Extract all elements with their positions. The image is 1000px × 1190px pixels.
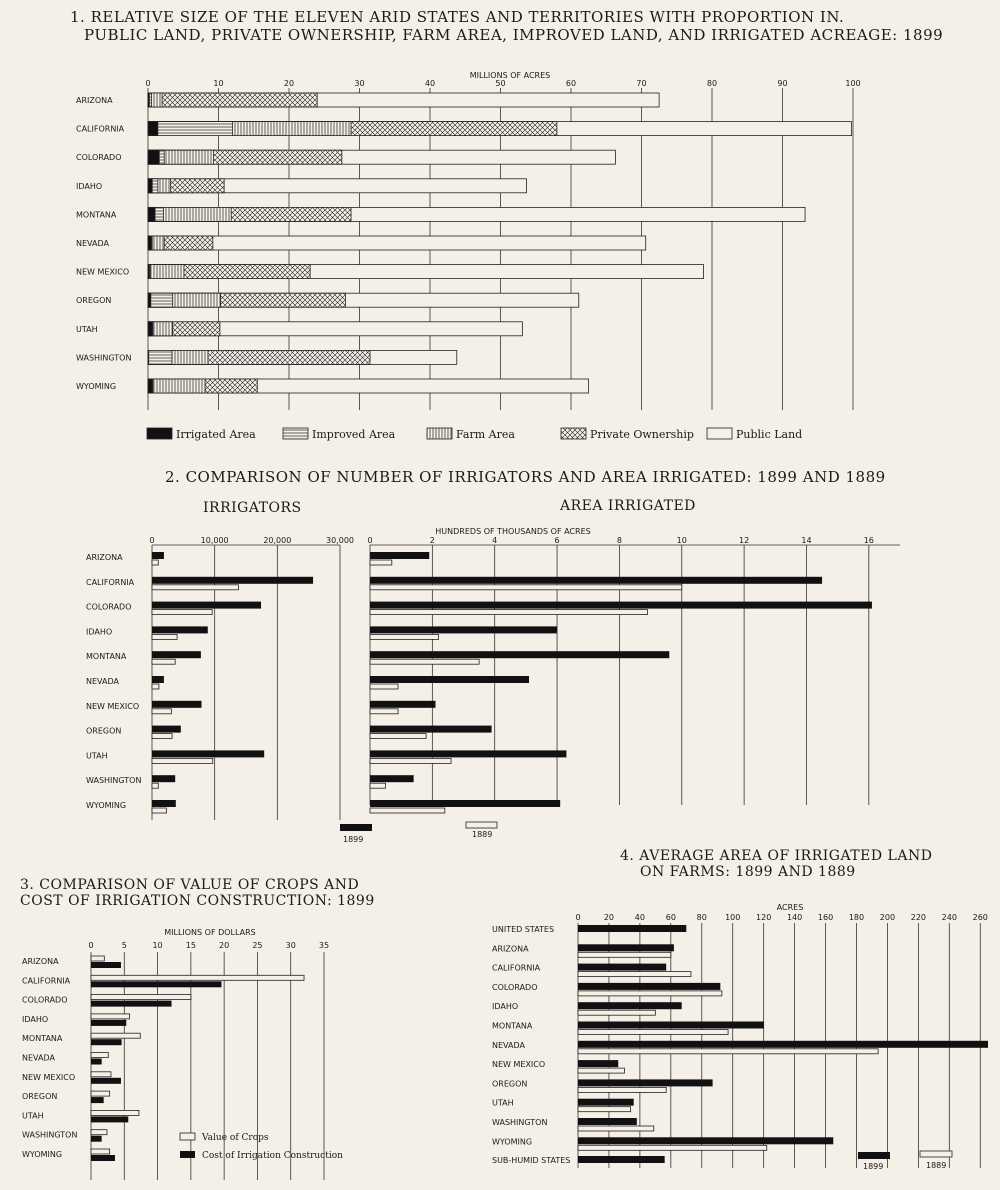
chart2-area-irrigated-tick-label-6: 6 — [554, 536, 560, 545]
chart2-irrigators-bar-1899-montana — [152, 651, 201, 658]
chart3-bar-cost-of-irrigation-california — [91, 981, 221, 987]
chart3-legend-swatch-cost-of-irrigation — [180, 1151, 195, 1158]
chart1-title-line1: 1. RELATIVE SIZE OF THE ELEVEN ARID STATES AND TERRITORIES WITH PROPORTION IN. — [70, 8, 845, 26]
chart3-bar-cost-of-irrigation-wyoming — [91, 1155, 115, 1161]
chart4-bar-1899-montana — [578, 1022, 764, 1029]
chart2-category-label-nevada: NEVADA — [86, 677, 119, 686]
chart2-area-irrigated-bar-1889-nevada — [370, 684, 398, 689]
chart4-tick-label-20: 20 — [603, 913, 615, 922]
chart4-tick-label-80: 80 — [696, 913, 707, 922]
chart2-area-irrigated-bar-1899-montana — [370, 651, 669, 658]
chart2-irrigators-bar-1889-new-mexico — [152, 709, 171, 714]
chart1-bar-public-land-nevada — [148, 236, 646, 250]
chart2-area-irrigated-bar-1889-utah — [370, 758, 451, 763]
chart2-irrigators-bar-1889-nevada — [152, 684, 159, 689]
chart1-tick-label-60: 60 — [565, 79, 577, 88]
chart2-category-label-arizona: ARIZONA — [86, 553, 123, 562]
chart4-bar-1899-colorado — [578, 983, 720, 990]
chart1-category-label-california: CALIFORNIA — [76, 124, 125, 134]
chart1-category-label-oregon: OREGON — [76, 296, 112, 306]
chart1-category-label-utah: UTAH — [76, 324, 98, 334]
chart4-bar-1899-new-mexico — [578, 1060, 618, 1067]
chart1-bar-irrigated-area-arizona — [148, 93, 149, 107]
chart4-tick-label-100: 100 — [725, 913, 741, 922]
chart2-irrigators-bar-1889-idaho — [152, 634, 177, 639]
chart3-title-line1: 3. COMPARISON OF VALUE OF CROPS AND — [20, 877, 360, 893]
chart4-x-axis-label: ACRES — [776, 903, 804, 912]
chart2-area-irrigated-bar-1899-oregon — [370, 726, 492, 733]
chart2-legend-swatch-1889 — [466, 822, 497, 828]
chart2-irrigators-bar-1899-wyoming — [152, 800, 176, 807]
chart1-legend-swatch-private-ownership — [561, 428, 586, 439]
chart2-area-irrigated-bar-1899-new-mexico — [370, 701, 435, 708]
chart2-area-irrigated-bar-1889-california — [370, 585, 682, 590]
chart2-area-irrigated-bar-1899-california — [370, 577, 822, 584]
chart3-bar-value-of-crops-new-mexico — [91, 1072, 111, 1077]
chart3-bar-cost-of-irrigation-nevada — [91, 1059, 102, 1065]
chart3-category-label-oregon: OREGON — [22, 1092, 58, 1102]
chart2-area-irrigated-bar-1889-arizona — [370, 560, 392, 565]
chart1-tick-label-10: 10 — [213, 79, 224, 88]
chart1-tick-label-40: 40 — [424, 79, 436, 88]
chart4-tick-label-220: 220 — [910, 913, 927, 922]
chart1-category-label-montana: MONTANA — [76, 210, 117, 220]
chart1-category-label-washington: WASHINGTON — [76, 353, 132, 363]
chart3-bar-cost-of-irrigation-utah — [91, 1116, 128, 1122]
chart2-category-label-utah: UTAH — [86, 751, 108, 761]
chart3-tick-label-10: 10 — [152, 941, 163, 950]
chart1-x-axis-label: MILLIONS OF ACRES — [469, 71, 551, 80]
chart1-bar-irrigated-area-utah — [148, 322, 152, 336]
chart2-irrigators-bar-1889-montana — [152, 659, 175, 664]
chart2-legend-swatch-1899 — [340, 824, 372, 831]
chart2-irrigators-bar-1899-colorado — [152, 602, 261, 609]
chart1-bar-irrigated-area-idaho — [148, 179, 152, 193]
chart1-bar-improved-area-oregon — [148, 293, 173, 307]
chart1-legend-swatch-irrigated-area — [147, 428, 172, 439]
chart4-bar-1899-california — [578, 964, 666, 971]
chart2-irrigators-tick-label-20-000: 20,000 — [263, 536, 292, 545]
chart2-area-irrigated-bar-1899-utah — [370, 750, 566, 757]
chart3-tick-label-5: 5 — [121, 941, 127, 950]
chart1-bar-irrigated-area-nevada — [148, 236, 152, 250]
chart1-bar-private-ownership-arizona — [148, 93, 317, 107]
chart1-tick-label-50: 50 — [495, 79, 506, 88]
chart4-category-label-california: CALIFORNIA — [492, 963, 541, 973]
chart1-bar-improved-area-california — [148, 122, 233, 136]
chart3-x-axis-label: MILLIONS OF DOLLARS — [164, 928, 256, 937]
chart1-bar-irrigated-area-new-mexico — [148, 265, 149, 279]
chart1-bar-irrigated-area-montana — [148, 207, 155, 221]
chart2-area-irrigated-tick-label-0: 0 — [367, 536, 373, 545]
chart2-area-irrigated-tick-label-4: 4 — [492, 536, 498, 545]
chart2-area-irrigated-bar-1899-colorado — [370, 602, 872, 609]
chart3-category-label-new-mexico: NEW MEXICO — [22, 1072, 76, 1082]
chart4-category-label-colorado: COLORADO — [492, 982, 538, 992]
chart3-bar-value-of-crops-wyoming — [91, 1149, 110, 1154]
chart2-irrigators-bar-1889-california — [152, 585, 238, 590]
chart2-area-irrigated-tick-label-2: 2 — [429, 536, 435, 545]
chart2-area-x-axis-label: HUNDREDS OF THOUSANDS OF ACRES — [435, 527, 591, 536]
chart2-category-label-montana: MONTANA — [86, 652, 127, 662]
chart4-category-label-nevada: NEVADA — [492, 1040, 525, 1050]
chart4-category-label-new-mexico: NEW MEXICO — [492, 1060, 546, 1070]
chart4-bar-1899-oregon — [578, 1079, 713, 1086]
chart2-area-irrigated-bar-1889-washington — [370, 783, 386, 788]
chart1-legend-label-private-ownership: Private Ownership — [590, 428, 694, 441]
chart2-category-label-oregon: OREGON — [86, 726, 122, 736]
chart4-bar-1889-utah — [578, 1107, 631, 1112]
chart2-irrigators-bar-1889-colorado — [152, 610, 212, 615]
chart2-area-irrigated-tick-label-14: 14 — [801, 536, 812, 545]
chart2-category-label-california: CALIFORNIA — [86, 577, 135, 587]
chart4-legend-label-1889: 1889 — [926, 1161, 947, 1170]
chart4-category-label-washington: WASHINGTON — [492, 1118, 548, 1127]
chart4-bar-1899-washington — [578, 1118, 637, 1125]
chart2-irrigators-bar-1899-oregon — [152, 726, 181, 733]
chart2-area-irrigated-bar-1899-idaho — [370, 626, 557, 633]
chart3-bar-value-of-crops-colorado — [91, 995, 191, 1000]
chart2-area-irrigated-bar-1889-oregon — [370, 734, 426, 739]
chart3-legend-label-value-of-crops: Value of Crops — [202, 1133, 269, 1143]
chart4-legend-swatch-1899 — [858, 1152, 890, 1159]
chart2-category-label-wyoming: WYOMING — [86, 801, 127, 810]
chart4-bar-1889-arizona — [578, 952, 671, 957]
chart4-tick-label-260: 260 — [972, 913, 988, 922]
chart1-category-label-colorado: COLORADO — [76, 153, 122, 163]
chart2-area-irrigated-bar-1899-arizona — [370, 552, 429, 559]
chart4-bar-1889-washington — [578, 1126, 654, 1131]
chart2-category-label-washington: WASHINGTON — [86, 776, 142, 786]
chart1-bar-farm-area-new-mexico — [148, 265, 184, 279]
chart1-legend-label-irrigated-area: Irrigated Area — [176, 428, 256, 441]
chart4-category-label-united-states: UNITED STATES — [492, 925, 555, 934]
chart1-tick-label-0: 0 — [145, 79, 151, 88]
chart3-bar-cost-of-irrigation-montana — [91, 1039, 122, 1045]
chart4-plot — [492, 903, 988, 1171]
chart1-tick-label-80: 80 — [706, 79, 718, 88]
chart4-category-label-arizona: ARIZONA — [492, 944, 529, 954]
chart3-bar-cost-of-irrigation-colorado — [91, 1001, 172, 1007]
chart2-irrigators-bar-1899-california — [152, 577, 313, 584]
chart3-bar-cost-of-irrigation-new-mexico — [91, 1078, 121, 1084]
chart3-title-line2: COST OF IRRIGATION CONSTRUCTION: 1899 — [20, 893, 375, 909]
chart3-tick-label-30: 30 — [285, 941, 296, 950]
chart1-plot — [76, 71, 861, 441]
chart1-legend-label-improved-area: Improved Area — [312, 428, 396, 441]
chart1-legend-swatch-improved-area — [283, 428, 308, 439]
chart3-tick-label-15: 15 — [185, 941, 196, 950]
chart4-category-label-oregon: OREGON — [492, 1079, 528, 1089]
chart3-bar-value-of-crops-nevada — [91, 1053, 108, 1058]
chart2-category-label-new-mexico: NEW MEXICO — [86, 701, 140, 711]
chart2-irrigators-bar-1899-arizona — [152, 552, 164, 559]
chart3-bar-cost-of-irrigation-arizona — [91, 962, 121, 968]
chart3-bar-value-of-crops-oregon — [91, 1091, 110, 1096]
chart1-legend-swatch-public-land — [707, 428, 732, 439]
chart1-category-label-wyoming: WYOMING — [76, 382, 117, 391]
chart2-irrigators-bar-1899-washington — [152, 775, 175, 782]
chart4-legend-label-1899: 1899 — [863, 1162, 884, 1171]
chart3-category-label-utah: UTAH — [22, 1111, 44, 1121]
chart1-bar-irrigated-area-washington — [148, 350, 149, 364]
chart1-tick-label-100: 100 — [845, 79, 861, 88]
chart2-irrigators-bar-1899-nevada — [152, 676, 164, 683]
chart3-bar-value-of-crops-utah — [91, 1110, 139, 1115]
chart1-tick-label-70: 70 — [636, 79, 647, 88]
chart4-tick-label-40: 40 — [634, 913, 645, 922]
chart2-panel-heading-area-irrigated: AREA IRRIGATED — [560, 498, 696, 514]
chart2-legend-label-1889: 1889 — [472, 830, 493, 839]
chart3-category-label-idaho: IDAHO — [22, 1014, 49, 1024]
chart4-bar-1889-colorado — [578, 991, 722, 996]
chart1-bar-irrigated-area-wyoming — [148, 379, 152, 393]
chart3-category-label-wyoming: WYOMING — [22, 1150, 63, 1159]
chart3-category-label-nevada: NEVADA — [22, 1053, 55, 1063]
chart4-bar-1899-wyoming — [578, 1137, 833, 1144]
chart1-tick-label-90: 90 — [777, 79, 788, 88]
chart3-category-label-arizona: ARIZONA — [22, 957, 59, 966]
chart2-irrigators-bar-1899-new-mexico — [152, 701, 202, 708]
chart4-bar-1889-wyoming — [578, 1145, 767, 1150]
chart1-title-line2: PUBLIC LAND, PRIVATE OWNERSHIP, FARM AREA, IMPROVED LAND, AND IRRIGATED ACREAGE: 1899 — [84, 26, 944, 44]
chart4-category-label-utah: UTAH — [492, 1098, 514, 1108]
chart4-bar-1889-montana — [578, 1030, 728, 1035]
chart4-tick-label-0: 0 — [575, 913, 581, 922]
chart4-tick-label-200: 200 — [879, 913, 896, 922]
chart1-category-label-new-mexico: NEW MEXICO — [76, 267, 130, 277]
chart3-tick-label-35: 35 — [318, 941, 330, 950]
chart3-bar-value-of-crops-arizona — [91, 956, 104, 961]
chart1-legend-label-public-land: Public Land — [736, 428, 803, 441]
chart3-bar-cost-of-irrigation-washington — [91, 1136, 102, 1142]
chart2-area-irrigated-bar-1889-new-mexico — [370, 709, 398, 714]
chart4-bar-1899-nevada — [578, 1041, 988, 1048]
chart2-irrigators-tick-label-30-000: 30,000 — [326, 536, 354, 545]
chart2-area-irrigated-tick-label-12: 12 — [739, 536, 750, 545]
chart2-panel-heading-irrigators: IRRIGATORS — [203, 500, 302, 516]
chart2-plot — [86, 498, 900, 844]
chart1-bar-irrigated-area-oregon — [148, 293, 151, 307]
chart3-bar-cost-of-irrigation-idaho — [91, 1020, 126, 1026]
chart4-tick-label-240: 240 — [941, 913, 957, 922]
chart2-irrigators-tick-label-10-000: 10,000 — [200, 536, 229, 545]
chart2-irrigators-bar-1889-utah — [152, 758, 213, 763]
chart4-tick-label-160: 160 — [817, 913, 834, 922]
chart2-area-irrigated-bar-1889-idaho — [370, 634, 439, 639]
chart1-category-label-idaho: IDAHO — [76, 181, 103, 191]
chart2-irrigators-bar-1889-arizona — [152, 560, 158, 565]
chart4-bar-1889-new-mexico — [578, 1068, 624, 1073]
chart2-area-irrigated-tick-label-8: 8 — [616, 536, 622, 545]
chart3-legend-swatch-value-of-crops — [180, 1133, 195, 1140]
chart1-bar-irrigated-area-california — [148, 122, 158, 136]
chart3-tick-label-20: 20 — [219, 941, 230, 950]
chart4-bar-1899-idaho — [578, 1002, 682, 1009]
chart2-category-label-colorado: COLORADO — [86, 602, 132, 612]
chart1-category-label-nevada: NEVADA — [76, 239, 109, 248]
chart4-legend-swatch-1889 — [920, 1151, 952, 1157]
chart4-bar-1889-nevada — [578, 1049, 878, 1054]
chart4-bar-1899-arizona — [578, 944, 674, 951]
chart2-area-irrigated-bar-1889-montana — [370, 659, 479, 664]
chart1-legend-swatch-farm-area — [427, 428, 452, 439]
chart2-irrigators-bar-1889-wyoming — [152, 808, 166, 813]
chart2-area-irrigated-bar-1889-wyoming — [370, 808, 445, 813]
chart4-title-line2: ON FARMS: 1899 AND 1889 — [640, 864, 856, 880]
chart3-bar-value-of-crops-washington — [91, 1130, 107, 1135]
chart2-area-irrigated-bar-1899-washington — [370, 775, 414, 782]
chart2-area-irrigated-bar-1899-wyoming — [370, 800, 560, 807]
chart2-area-irrigated-bar-1899-nevada — [370, 676, 529, 683]
chart1-bar-farm-area-wyoming — [148, 379, 205, 393]
chart3-category-label-colorado: COLORADO — [22, 995, 68, 1005]
chart2-irrigators-bar-1889-washington — [152, 783, 158, 788]
chart4-tick-label-180: 180 — [848, 913, 865, 922]
chart4-tick-label-120: 120 — [756, 913, 772, 922]
chart3-bar-value-of-crops-idaho — [91, 1014, 130, 1019]
chart1-bar-improved-area-washington — [148, 350, 172, 364]
chart1-bar-irrigated-area-colorado — [148, 150, 159, 164]
chart1-category-label-arizona: ARIZONA — [76, 96, 113, 105]
chart4-title-line1: 4. AVERAGE AREA OF IRRIGATED LAND — [620, 848, 933, 864]
chart1-tick-label-20: 20 — [283, 79, 295, 88]
chart4-category-label-montana: MONTANA — [492, 1021, 533, 1031]
chart3-category-label-montana: MONTANA — [22, 1034, 63, 1044]
chart2-irrigators-bar-1899-idaho — [152, 626, 208, 633]
chart4-bar-1899-united-states — [578, 925, 686, 932]
chart4-category-label-idaho: IDAHO — [492, 1002, 519, 1012]
chart4-bar-1899-sub-humid-states — [578, 1156, 665, 1163]
chart3-legend-label-cost-of-irrigation: Cost of Irrigation Construction — [202, 1151, 343, 1161]
chart4-category-label-wyoming: WYOMING — [492, 1137, 533, 1147]
chart2-category-label-idaho: IDAHO — [86, 627, 113, 637]
chart3-category-label-washington: WASHINGTON — [22, 1130, 78, 1140]
chart2-area-irrigated-tick-label-16: 16 — [863, 536, 874, 545]
chart2-irrigators-bar-1899-utah — [152, 750, 264, 757]
chart4-bar-1889-idaho — [578, 1010, 655, 1015]
chart3-bar-value-of-crops-montana — [91, 1033, 140, 1038]
chart3-bar-value-of-crops-california — [91, 975, 304, 980]
chart2-legend-label-1899: 1899 — [343, 835, 364, 844]
chart4-bar-1889-california — [578, 972, 691, 977]
chart2-area-irrigated-bar-1889-colorado — [370, 610, 647, 615]
chart4-bar-1899-utah — [578, 1099, 634, 1106]
chart3-tick-label-0: 0 — [88, 941, 94, 950]
chart3-category-label-california: CALIFORNIA — [22, 976, 71, 986]
chart2-irrigators-bar-1889-oregon — [152, 734, 172, 739]
chart3-tick-label-25: 25 — [252, 941, 263, 950]
chart4-bar-1889-oregon — [578, 1087, 666, 1092]
chart4-tick-label-60: 60 — [665, 913, 676, 922]
chart2-area-irrigated-tick-label-10: 10 — [676, 536, 687, 545]
chart3-plot — [22, 928, 343, 1180]
chart4-category-label-sub-humid-states: SUB-HUMID STATES — [492, 1156, 571, 1165]
chart3-bar-cost-of-irrigation-oregon — [91, 1097, 104, 1103]
chart1-legend-label-farm-area: Farm Area — [456, 428, 515, 441]
chart4-tick-label-140: 140 — [786, 913, 803, 922]
chart2-title: 2. COMPARISON OF NUMBER OF IRRIGATORS AND AREA IRRIGATED: 1899 AND 1889 — [165, 468, 886, 486]
chart1-tick-label-30: 30 — [354, 79, 365, 88]
chart2-irrigators-tick-label-0: 0 — [149, 536, 155, 545]
